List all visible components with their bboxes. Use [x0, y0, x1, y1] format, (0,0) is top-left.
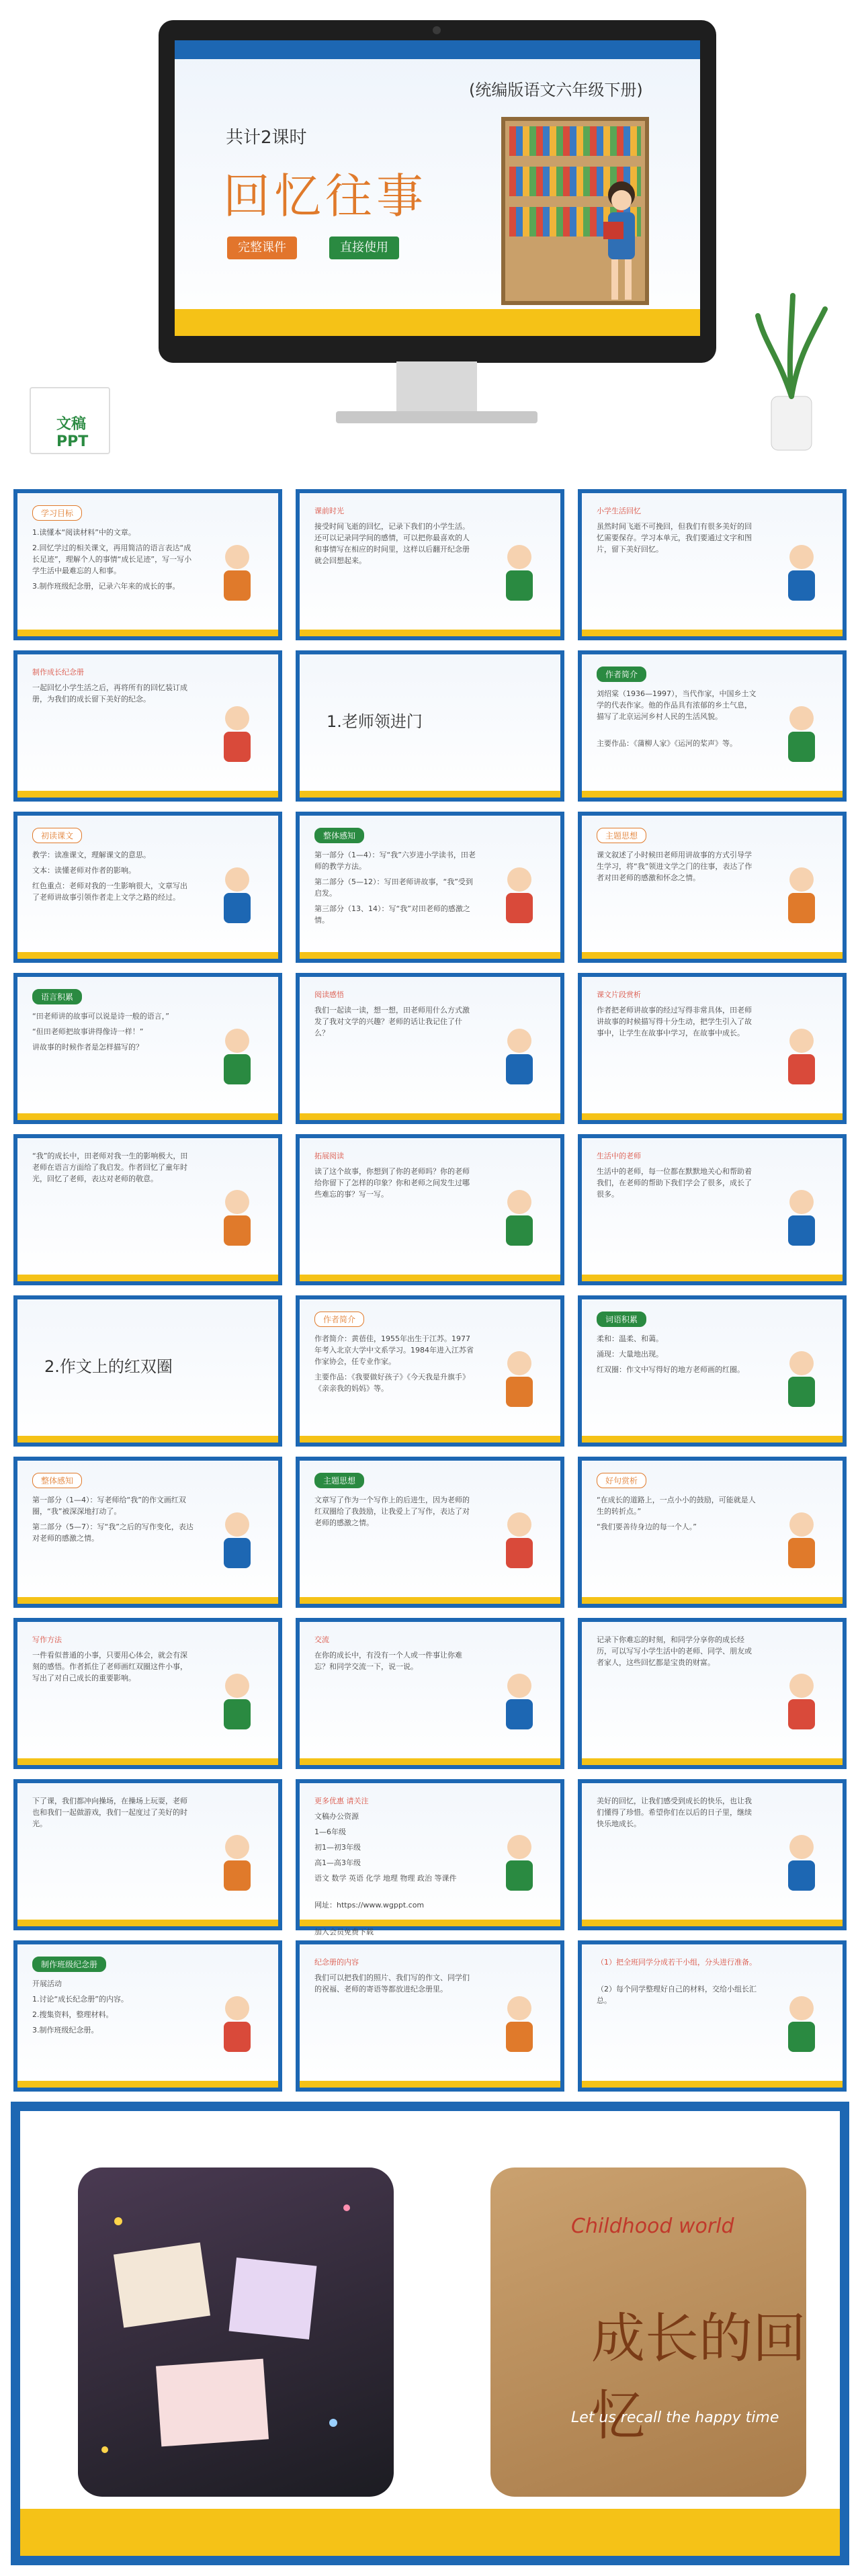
slide-text-line: 1.讨论“成长纪念册”的内容。 — [32, 1995, 128, 2004]
slide-thumbnail[interactable] — [13, 1134, 282, 1285]
slide-text-line: “在成长的道路上，一点小小的鼓励，可能就是人生的转折点。” — [597, 1496, 756, 1516]
slide-text-line: 在你的成长中，有没有一个人或一件事让你难忘？和同学交流一下，说一说。 — [314, 1651, 462, 1671]
slide-thumbnail[interactable] — [578, 973, 847, 1124]
photo-panel — [11, 2102, 849, 2565]
slide-illustration — [200, 1017, 274, 1091]
slide-thumbnail[interactable] — [578, 1779, 847, 1930]
slide-text-line: 1.读懂本“阅读材料”中的文章。 — [32, 528, 136, 537]
slide-text-line: 记录下你难忘的时刻，和同学分享你的成长经历，可以写写小学生活中的老师、同学、朋友或者家人，这些回忆都是宝贵的财富。 — [597, 1635, 752, 1667]
slide-text-line: 生活中的老师，每一位都在默默地关心和帮助着我们，在老师的帮助下我们学会了很多，成长了很多。 — [597, 1167, 752, 1199]
growth-album-photo — [490, 2167, 806, 2497]
slide-illustration — [482, 1340, 556, 1414]
slide-text-line: 第一部分（1—4）：写老师给“我”的作文画红双圈，“我”被深深地打动了。 — [32, 1496, 186, 1516]
reading-girl-illustration — [591, 175, 652, 309]
slide-tag: 整体感知 — [314, 828, 364, 843]
slide-tag: 制作班级纪念册 — [32, 1957, 106, 1972]
complete-courseware-button[interactable]: 完整课件 — [227, 237, 297, 259]
slide-text-line: 涌现：大量地出现。 — [597, 1350, 663, 1359]
slide-illustration — [765, 1017, 838, 1091]
slide-illustration — [482, 1501, 556, 1575]
slide-illustration — [765, 856, 838, 930]
slide-text-line: 虽然时间飞逝不可挽回，但我们有很多美好的回忆需要保存。学习本单元，我们要通过文字和图片，留下美好回忆。 — [597, 522, 752, 554]
album-recall-text: Let us recall the happy time — [571, 2409, 779, 2426]
slide-illustration — [765, 1501, 838, 1575]
slide-illustration — [200, 856, 274, 930]
slide-illustration — [200, 1823, 274, 1897]
slide-text-line: 刘绍棠（1936—1997），当代作家，中国乡土文学的代表作家。他的作品具有浓郁的乡土气息，描写了北京运河乡村人民的生活风貌。 — [597, 689, 757, 721]
slide-text-line: 交流 — [314, 1635, 329, 1644]
slide-text-line: 更多优惠 请关注 — [314, 1797, 369, 1805]
slide-thumbnail[interactable] — [296, 1618, 564, 1769]
slide-illustration — [765, 1178, 838, 1252]
slide-text-line: （2）每个同学整理好自己的材料，交给小组长汇总。 — [597, 1985, 757, 2005]
slide-thumbnail[interactable] — [578, 1134, 847, 1285]
slide-thumbnail[interactable] — [578, 1618, 847, 1769]
slide-text-line: “我们要善待身边的每一个人。” — [597, 1522, 697, 1531]
slide-text-line: 一起回忆小学生活之后，再将所有的回忆装订成册，为我们的成长留下美好的纪念。 — [32, 683, 187, 703]
slide-text-line: 网址：https://www.wgppt.com — [314, 1901, 425, 1909]
slide-illustration — [765, 1985, 838, 2059]
cover-lessons: 共计2课时 — [226, 128, 307, 148]
album-title: Childhood world — [571, 2215, 734, 2238]
slide-text-line: 2.回忆学过的相关课文，再用简洁的语言表达“成长足迹”，理解个人的事情“成长足迹”，写一写小学生活中最难忘的人和事。 — [32, 544, 192, 575]
bottom-band — [175, 309, 700, 336]
slide-text-line: 我们可以把我们的照片、我们写的作文、同学们的祝福、老师的寄语等都放进纪念册里。 — [314, 1973, 470, 1993]
slide-thumbnail[interactable] — [13, 1940, 282, 2092]
slide-text-line: 柔和：温柔、和蔼。 — [597, 1334, 663, 1343]
direct-use-button[interactable]: 直接使用 — [329, 237, 399, 259]
slide-thumbnail[interactable] — [578, 489, 847, 640]
slide-illustration — [765, 1662, 838, 1736]
slide-text-line: 3.制作班级纪念册，记录六年来的成长的事。 — [32, 582, 180, 591]
monitor-stand — [396, 361, 477, 415]
slide-illustration — [482, 1662, 556, 1736]
slide-text-line: 红色重点：老师对我的一生影响很大，文章写出了老师讲故事引领作者走上文学之路的经过。 — [32, 882, 187, 902]
slide-text-line: 课文叙述了小时候田老师用讲故事的方式引导学生学习，将“我”领进文学之门的往事，表达了作者对田老师的感激和怀念之情。 — [597, 851, 752, 882]
slide-tag: 初读课文 — [32, 828, 82, 843]
slide-illustration — [765, 1823, 838, 1897]
slide-thumbnail[interactable] — [13, 812, 282, 963]
slide-illustration — [482, 1823, 556, 1897]
slide-illustration — [200, 1662, 274, 1736]
slide-text-line: 2.搜集资料，整理材料。 — [32, 2010, 114, 2019]
slide-text-line: 第二部分（5—7）：写“我”之后的写作变化，表达对老师的感激之情。 — [32, 1522, 194, 1543]
slide-text-line: 语文 数学 英语 化学 地理 物理 政治 等课件 — [314, 1874, 457, 1883]
slide-text-line: 高1—高3年级 — [314, 1858, 361, 1867]
slide-thumbnail[interactable] — [13, 973, 282, 1124]
slide-thumbnail[interactable] — [13, 1457, 282, 1608]
slide-text-line: 初1—初3年级 — [314, 1843, 361, 1852]
slide-text-line: 作者把老师讲故事的经过写得非常具体，田老师讲故事的时候描写得十分生动，把学生引入了故事中，让学生在故事中学习，在故事中成长。 — [597, 1006, 752, 1037]
slide-tag: 主题思想 — [314, 1473, 364, 1488]
slide-text-line: 课文片段赏析 — [597, 990, 641, 999]
slide-thumbnail[interactable] — [578, 1940, 847, 2092]
slide-illustration — [482, 1985, 556, 2059]
brand-logo: 文稿PPT — [56, 416, 89, 450]
slide-text-line: 开展活动 — [32, 1979, 62, 1988]
slide-thumbnail[interactable] — [296, 650, 564, 802]
slide-text-line: 作者简介：黄蓓佳，1955年出生于江苏。1977年考入北京大学中文系学习。1984年进入江苏省作家协会，任专业作家。 — [314, 1334, 474, 1366]
slide-thumbnail[interactable] — [13, 1779, 282, 1930]
slide-illustration — [765, 533, 838, 607]
slide-illustration — [200, 695, 274, 769]
slide-thumbnail[interactable] — [13, 1618, 282, 1769]
slide-text-line: （1）把全班同学分成若干小组，分头进行准备。 — [597, 1958, 757, 1967]
slide-thumbnail[interactable] — [578, 650, 847, 802]
slide-text-line: 小学生活回忆 — [597, 507, 641, 515]
chapter-title: 1.老师领进门 — [327, 712, 423, 731]
slide-tag: 作者简介 — [597, 667, 646, 682]
slide-text-line: “但田老师把故事讲得像诗一样！” — [32, 1027, 144, 1036]
slide-illustration — [482, 856, 556, 930]
slide-text-line: 制作成长纪念册 — [32, 668, 84, 677]
slide-text-line: 第一部分（1—4）：写“我”六岁进小学读书，田老师的教学方法。 — [314, 851, 476, 871]
cover-slide — [175, 40, 700, 336]
camera-dot — [433, 26, 441, 34]
slide-text-line: 3.制作班级纪念册。 — [32, 2026, 99, 2034]
slide-text-line: 课前时光 — [314, 507, 344, 515]
album-big-text: 成长的回忆 — [591, 2307, 806, 2447]
slide-illustration — [200, 533, 274, 607]
slide-tag: 词语积累 — [597, 1312, 646, 1327]
slide-text-line: 阅读感悟 — [314, 990, 344, 999]
desk-calendar — [30, 387, 110, 454]
slide-text-line: “我”的成长中，田老师对我一生的影响极大，田老师在语言方面给了我启发。作者回忆了童年时光，回忆了老师，表达对老师的敬意。 — [32, 1152, 188, 1183]
chapter-title: 2.作文上的红双圈 — [44, 1357, 173, 1376]
slide-text-line: 第三部分（13、14）：写“我”对田老师的感激之情。 — [314, 904, 470, 925]
slide-thumbnail[interactable] — [296, 973, 564, 1124]
slide-thumbnail[interactable] — [578, 1295, 847, 1447]
slide-text-line: 写作方法 — [32, 1635, 62, 1644]
cover-title: 回忆往事 — [223, 169, 427, 224]
slide-thumbnail[interactable] — [296, 812, 564, 963]
slide-text-line: 主要作品：《蒲柳人家》《运河的桨声》等。 — [597, 739, 737, 748]
plant-illustration — [751, 289, 832, 457]
slide-thumbnail[interactable] — [296, 1457, 564, 1608]
slide-text-line: 文章写了作为一个写作上的后进生，因为老师的红双圈给了我鼓励，让我爱上了写作，表达了对老师的感激之情。 — [314, 1496, 470, 1527]
slide-text-line: 主要作品：《我要做好孩子》《今天我是升旗手》《亲亲我的妈妈》等。 — [314, 1373, 470, 1393]
slide-tag: 学习目标 — [32, 505, 82, 521]
slide-text-line: 文稿办公资源 — [314, 1812, 359, 1821]
hero-section — [0, 0, 860, 470]
slide-text-line: 下了课，我们都冲向操场，在操场上玩耍，老师也和我们一起做游戏，我们一起度过了美好的时光。 — [32, 1797, 187, 1828]
slide-thumbnail[interactable] — [578, 812, 847, 963]
slide-thumbnail[interactable] — [13, 489, 282, 640]
slide-thumbnail[interactable] — [13, 1295, 282, 1447]
slide-text-line: 教学：读准课文，理解课文的意思。 — [32, 851, 150, 859]
monitor-frame — [159, 20, 716, 363]
slide-tag: 主题思想 — [597, 828, 646, 843]
slide-tag: 作者简介 — [314, 1312, 364, 1327]
slide-text-line: 纪念册的内容 — [314, 1958, 359, 1967]
slide-tag: 好句赏析 — [597, 1473, 646, 1488]
slide-text-line: 加入会员免费下载 — [314, 1928, 374, 1936]
slide-text-line: 一件看似普通的小事，只要用心体会，就会有深刻的感悟。作者抓住了老师画红双圈这件小事，写出了对自己成长的重要影响。 — [32, 1651, 187, 1682]
slide-text-line: 我们一起读一读，想一想，田老师用什么方式激发了我对文学的兴趣？老师的话让我记住了什么？ — [314, 1006, 470, 1037]
slide-thumbnail[interactable] — [13, 650, 282, 802]
slide-tag: 整体感知 — [32, 1473, 82, 1488]
slide-illustration — [200, 1501, 274, 1575]
slide-illustration — [765, 695, 838, 769]
slide-thumbnail[interactable] — [296, 1940, 564, 2092]
slide-text-line: 接受时间飞逝的回忆，记录下我们的小学生活。还可以记录同学间的感情，可以把你最喜欢的人和事情写在相应的时间里，这样以后翻开纪念册就会回想起来。 — [314, 522, 470, 565]
monitor-base — [336, 411, 538, 423]
slide-illustration — [482, 533, 556, 607]
slide-text-line: 1—6年级 — [314, 1828, 346, 1836]
slide-text-line: 读了这个故事，你想到了你的老师吗？你的老师给你留下了怎样的印象？你和老师之间发生过哪些难忘的事？写一写。 — [314, 1167, 470, 1199]
slide-text-line: “田老师讲的故事可以说是诗一般的语言，” — [32, 1012, 169, 1021]
slide-illustration — [200, 1985, 274, 2059]
slide-text-line: 拓展阅读 — [314, 1152, 344, 1160]
slide-thumbnail[interactable] — [296, 489, 564, 640]
slide-text-line: 文本：读懂老师对作者的影响。 — [32, 866, 136, 875]
slide-thumbnail[interactable] — [296, 1295, 564, 1447]
slide-text-line: 红双圈：作文中写得好的地方老师画的红圈。 — [597, 1365, 744, 1374]
slide-thumbnail[interactable] — [296, 1779, 564, 1936]
slide-thumbnail[interactable] — [578, 1457, 847, 1608]
slide-illustration — [765, 1340, 838, 1414]
slide-illustration — [482, 1017, 556, 1091]
slide-text-line: 第二部分（5—12）：写田老师讲故事，“我”受到启发。 — [314, 877, 473, 898]
slide-illustration — [482, 1178, 556, 1252]
slide-text-line: 生活中的老师 — [597, 1152, 641, 1160]
scrapbook-illustration — [78, 2167, 394, 2497]
slide-thumbnail[interactable] — [296, 1134, 564, 1285]
slide-illustration — [200, 1178, 274, 1252]
top-band — [175, 40, 700, 59]
scrapbook-photo — [78, 2167, 394, 2497]
cover-subject: (统编版语文六年级下册) — [469, 81, 643, 99]
slide-text-line: 讲故事的时候作者是怎样描写的？ — [32, 1043, 143, 1051]
slide-text-line: 美好的回忆，让我们感受到成长的快乐，也让我们懂得了珍惜。希望你们在以后的日子里，继续快乐地成长。 — [597, 1797, 752, 1828]
slide-tag: 语言积累 — [32, 989, 82, 1004]
